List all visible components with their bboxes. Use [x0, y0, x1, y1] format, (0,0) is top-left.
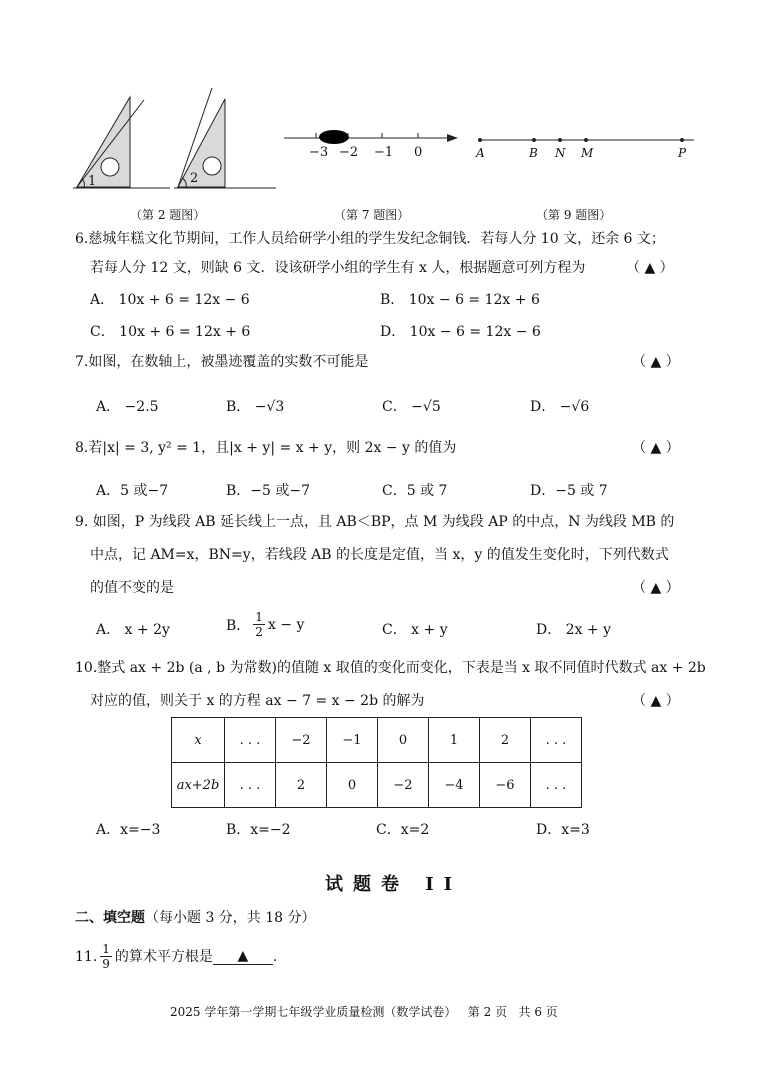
q6-option-b: B． 10x − 6 = 12x + 6 — [380, 292, 540, 308]
q10-option-d: D．x=3 — [536, 822, 590, 838]
figure-7-caption: （第 7 题图） — [334, 208, 410, 222]
circle-hole-left — [101, 158, 119, 176]
q8-option-c: C．5 或 7 — [382, 483, 448, 499]
circle-hole-right — [203, 157, 221, 175]
q11-text: 的算术平方根是 — [114, 948, 213, 965]
section-heading — [75, 908, 316, 928]
point-label: N — [555, 146, 566, 160]
q9-option-b-rest: x − y — [267, 616, 305, 633]
q9-line-3: 的值不变的是 — [90, 580, 174, 596]
fraction-denominator: 9 — [102, 957, 110, 971]
q10-option-c: C．x=2 — [376, 822, 430, 838]
table-cell: −2 — [276, 718, 327, 763]
table-row — [172, 763, 582, 808]
q6-option-d: D． 10x − 6 = 12x − 6 — [380, 324, 541, 340]
fraction — [253, 610, 265, 639]
table-cell: . . . — [225, 718, 276, 763]
q10-line-2: 对应的值，则关于 x 的方程 ax − 7 = x − 2b 的解为 — [90, 693, 425, 709]
fraction — [100, 942, 112, 971]
table-cell: . . . — [225, 763, 276, 808]
angle-2-label: 2 — [190, 171, 199, 186]
fraction-numerator: 1 — [255, 610, 263, 624]
q10-option-b: B．x=−2 — [226, 822, 291, 838]
section-title: 试题卷 II — [325, 874, 463, 895]
fraction-denominator: 2 — [255, 625, 263, 639]
page-footer: 2025 学年第一学期七年级学业质量检测（数学试卷） 第 2 页 共 6 页 — [170, 1005, 558, 1019]
q11-line — [75, 942, 277, 971]
tick-label: 0 — [414, 145, 423, 160]
angle-1-label: 1 — [88, 174, 97, 189]
q7-line-1: 7.如图，在数轴上，被墨迹覆盖的实数不可能是 — [75, 354, 369, 370]
q8-answer-blank: （ ▲ ） — [632, 440, 680, 456]
q8-option-a: A．5 或−7 — [96, 483, 169, 499]
ink-blot — [319, 130, 349, 144]
q10-line-1: 10.整式 ax + 2b (a , b 为常数)的值随 x 取值的变化而变化，下表是当 x 取不同值时代数式 ax + 2b — [75, 660, 706, 676]
point-label: A — [476, 146, 485, 160]
q10-option-a: A．x=−3 — [96, 822, 161, 838]
table-cell: . . . — [531, 718, 582, 763]
table-cell: −4 — [429, 763, 480, 808]
q9-option-d: D． 2x + y — [536, 622, 612, 638]
q8-line-1: 8.若|x| = 3, y² = 1，且|x + y| = x + y，则 2x − y 的值为 — [75, 440, 457, 456]
section-heading-note: （每小题 3 分，共 18 分） — [145, 910, 316, 926]
q9-line-1: 9. 如图，P 为线段 AB 延长线上一点，且 AB＜BP，点 M 为线段 AP 的中点，N 为线段 MB 的 — [75, 514, 675, 530]
tick-label: −3 — [309, 145, 329, 160]
q9-line-2: 中点，记 AM=x，BN=y，若线段 AB 的长度是定值，当 x，y 的值发生变化时，下列代数式 — [90, 547, 669, 563]
tick-label: −2 — [339, 145, 359, 160]
section-heading-label: 二、填空题 — [75, 910, 145, 926]
q11-answer-blank: ▲ — [213, 948, 273, 965]
table-cell: 2 — [480, 718, 531, 763]
value-table — [171, 717, 582, 808]
q6-option-a: A． 10x + 6 = 12x − 6 — [90, 292, 250, 308]
q9-option-c: C． x + y — [382, 622, 448, 638]
q6-answer-blank: （ ▲ ） — [626, 260, 674, 276]
q7-option-b: B． −√3 — [226, 399, 285, 415]
table-cell: −1 — [327, 718, 378, 763]
q6-option-c: C． 10x + 6 = 12x + 6 — [90, 324, 251, 340]
q6-line-2: 若每人分 12 文，则缺 6 文．设该研学小组的学生有 x 人，根据题意可列方程为 — [90, 260, 586, 276]
triangle-ruler-right — [178, 99, 225, 187]
q7-option-a: A． −2.5 — [96, 399, 159, 415]
point-label: B — [529, 146, 538, 160]
figure-9-caption: （第 9 题图） — [536, 208, 612, 222]
tick-label: −1 — [374, 145, 394, 160]
q7-option-d: D． −√6 — [530, 399, 590, 415]
figure-2-drawing — [70, 80, 280, 195]
table-cell: ax+2b — [172, 763, 225, 808]
q7-option-c: C． −√5 — [382, 399, 441, 415]
q9-answer-blank: （ ▲ ） — [632, 580, 680, 596]
table-row — [172, 718, 582, 763]
table-cell: 0 — [378, 718, 429, 763]
table-cell: x — [172, 718, 225, 763]
table-cell: 2 — [276, 763, 327, 808]
q7-answer-blank: （ ▲ ） — [632, 354, 680, 370]
point-label: P — [678, 146, 687, 160]
q9-option-b-prefix: B． — [226, 617, 251, 634]
q6-line-1: 6.慈城年糕文化节期间，工作人员给研学小组的学生发纪念铜钱．若每人分 10 文，还余 6 文； — [75, 231, 665, 247]
table-cell: 0 — [327, 763, 378, 808]
q11-period: . — [272, 948, 278, 965]
table-cell: . . . — [531, 763, 582, 808]
figure-2-caption: （第 2 题图） — [130, 208, 206, 222]
q11-number: 11. — [75, 948, 98, 965]
q10-answer-blank: （ ▲ ） — [632, 693, 680, 709]
q8-option-d: D．−5 或 7 — [530, 483, 608, 499]
q9-option-b — [226, 610, 304, 639]
fraction-numerator: 1 — [102, 942, 110, 956]
table-cell: −6 — [480, 763, 531, 808]
point-label: M — [581, 146, 594, 160]
q9-option-a: A． x + 2y — [96, 622, 170, 638]
table-cell: 1 — [429, 718, 480, 763]
q8-option-b: B．−5 或−7 — [226, 483, 311, 499]
table-cell: −2 — [378, 763, 429, 808]
